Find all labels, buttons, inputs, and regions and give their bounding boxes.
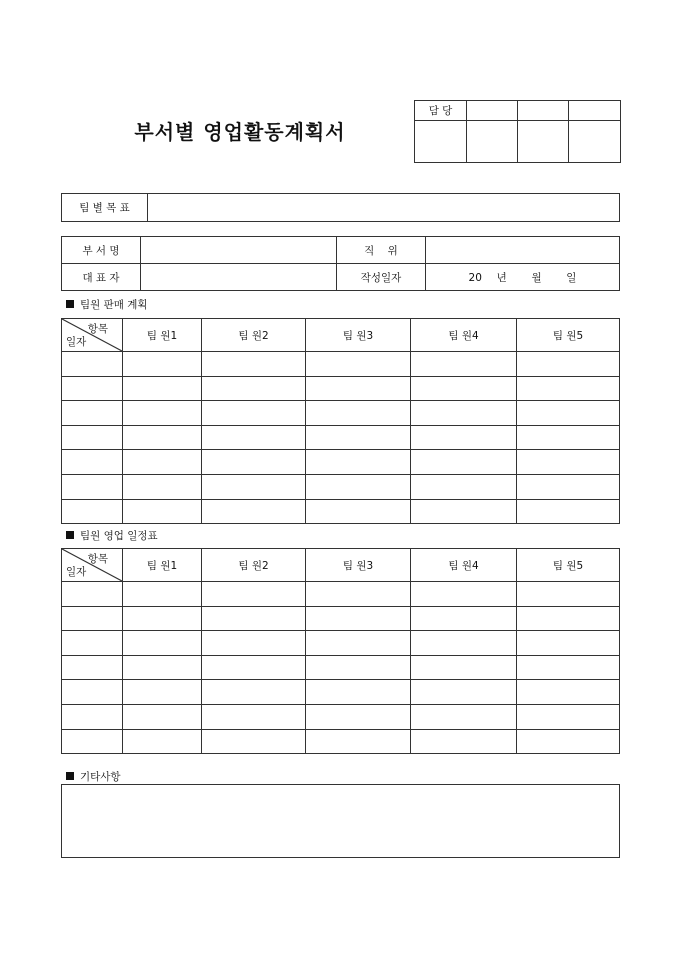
date-cell[interactable] [62,680,123,705]
table-row [62,450,620,475]
member-cell[interactable] [411,425,517,450]
member-cell[interactable] [202,499,306,524]
member-cell[interactable] [202,606,306,631]
date-cell[interactable] [62,499,123,524]
member-cell[interactable] [306,401,411,426]
representative-field[interactable] [141,264,337,291]
remarks-heading-text: 기타사항 [80,771,121,783]
member-cell[interactable] [306,606,411,631]
member-cell[interactable] [517,729,620,754]
member-cell[interactable] [517,655,620,680]
member-cell[interactable] [517,606,620,631]
item-date-header [62,319,123,352]
member-cell[interactable] [411,680,517,705]
member-cell[interactable] [411,474,517,499]
member-cell[interactable] [306,352,411,377]
member-cell[interactable] [411,606,517,631]
remarks-heading [66,769,121,784]
sales-plan-body [62,352,620,524]
member-cell[interactable] [306,376,411,401]
member-cell[interactable] [123,425,202,450]
sales-schedule-heading [66,528,158,543]
member-cell[interactable] [411,352,517,377]
approval-signature-cell[interactable] [569,121,621,163]
member-cell[interactable] [202,401,306,426]
member-cell[interactable] [517,680,620,705]
representative-label: 대 표 자 [62,264,141,291]
member-cell[interactable] [306,450,411,475]
square-bullet-icon [66,531,74,539]
member-cell[interactable] [202,352,306,377]
member-cell[interactable] [123,631,202,656]
member-cell[interactable] [202,425,306,450]
page-title: 부서별 영업활동계획서 [134,120,346,144]
member-cell[interactable] [202,376,306,401]
approval-signature-cell[interactable] [467,121,518,163]
member-cell[interactable] [517,704,620,729]
member-cell[interactable] [306,704,411,729]
member-cell[interactable] [517,474,620,499]
member-cell[interactable] [123,401,202,426]
member-cell[interactable] [306,655,411,680]
member-cell[interactable] [123,450,202,475]
table-row [62,680,620,705]
member-cell[interactable] [123,704,202,729]
table-row [62,655,620,680]
sales-plan-heading-text: 팀원 판매 계획 [80,299,148,311]
table-row [62,499,620,524]
member-cell[interactable] [517,376,620,401]
team-goal-field[interactable] [148,194,620,222]
approval-header-cell [467,101,518,121]
member-cell[interactable] [123,606,202,631]
item-header-label: 항목 [87,553,108,565]
member-header: 팀 원4 [411,549,517,582]
member-cell[interactable] [123,474,202,499]
department-field[interactable] [141,237,337,264]
date-cell[interactable] [62,729,123,754]
member-cell[interactable] [411,450,517,475]
member-cell[interactable] [123,352,202,377]
date-cell[interactable] [62,352,123,377]
member-cell[interactable] [411,582,517,607]
member-cell[interactable] [411,655,517,680]
table-row [62,631,620,656]
date-cell[interactable] [62,376,123,401]
member-cell[interactable] [411,401,517,426]
table-row [62,606,620,631]
table-row [62,376,620,401]
date-year: 20 [468,271,482,284]
date-cell[interactable] [62,401,123,426]
date-cell[interactable] [62,655,123,680]
date-label: 작성일자 [337,264,426,291]
member-cell[interactable] [202,655,306,680]
date-header-label: 일자 [66,566,87,578]
date-cell[interactable] [62,425,123,450]
member-header: 팀 원4 [411,319,517,352]
table-row [62,582,620,607]
member-cell[interactable] [306,729,411,754]
member-cell[interactable] [202,680,306,705]
member-cell[interactable] [306,631,411,656]
date-cell[interactable] [62,631,123,656]
date-cell[interactable] [62,450,123,475]
date-year-unit: 년 [496,271,507,284]
item-header-label: 항목 [87,323,108,335]
sales-schedule-body [62,582,620,754]
member-cell[interactable] [517,352,620,377]
member-header: 팀 원1 [123,549,202,582]
member-header: 팀 원5 [517,549,620,582]
sales-plan-table [61,318,620,524]
table-row [62,729,620,754]
member-cell[interactable] [202,704,306,729]
member-cell[interactable] [411,729,517,754]
member-cell[interactable] [517,499,620,524]
member-header: 팀 원3 [306,549,411,582]
table-row [62,425,620,450]
member-header: 팀 원5 [517,319,620,352]
date-field[interactable] [426,264,620,291]
member-header: 팀 원3 [306,319,411,352]
member-cell[interactable] [306,499,411,524]
position-field[interactable] [426,237,620,264]
member-header: 팀 원2 [202,549,306,582]
remarks-field[interactable] [61,784,620,858]
member-cell[interactable] [517,582,620,607]
date-cell[interactable] [62,704,123,729]
table-row [62,352,620,377]
member-cell[interactable] [411,376,517,401]
date-cell[interactable] [62,474,123,499]
approval-signature-cell[interactable] [518,121,569,163]
sales-schedule-heading-text: 팀원 영업 일정표 [80,530,158,542]
member-cell[interactable] [123,729,202,754]
approval-label: 담 당 [415,101,467,121]
table-row [62,474,620,499]
member-cell[interactable] [123,499,202,524]
member-cell[interactable] [123,655,202,680]
position-label: 직 위 [337,237,426,264]
member-cell[interactable] [411,631,517,656]
approval-header-cell [518,101,569,121]
info-table [61,236,620,291]
member-cell[interactable] [202,729,306,754]
member-cell[interactable] [202,582,306,607]
date-month-unit: 월 [531,271,542,284]
team-goal-table [61,193,620,222]
approval-signature-cell[interactable] [415,121,467,163]
member-cell[interactable] [123,376,202,401]
department-label: 부 서 명 [62,237,141,264]
approval-header-cell [569,101,621,121]
member-cell[interactable] [202,474,306,499]
item-date-header [62,549,123,582]
member-cell[interactable] [517,450,620,475]
sales-plan-heading [66,297,148,312]
member-header: 팀 원1 [123,319,202,352]
member-header: 팀 원2 [202,319,306,352]
date-day-unit: 일 [566,271,577,284]
member-cell[interactable] [517,425,620,450]
date-header-label: 일자 [66,336,87,348]
member-cell[interactable] [202,631,306,656]
square-bullet-icon [66,300,74,308]
square-bullet-icon [66,772,74,780]
table-row [62,704,620,729]
team-goal-label: 팀 별 목 표 [62,194,148,222]
approval-box [414,100,621,163]
member-cell[interactable] [123,680,202,705]
member-cell[interactable] [517,631,620,656]
member-cell[interactable] [517,401,620,426]
member-cell[interactable] [202,450,306,475]
date-cell[interactable] [62,582,123,607]
member-cell[interactable] [306,474,411,499]
member-cell[interactable] [306,582,411,607]
table-row [62,401,620,426]
member-cell[interactable] [411,499,517,524]
member-cell[interactable] [123,582,202,607]
member-cell[interactable] [411,704,517,729]
sales-schedule-table [61,548,620,754]
date-cell[interactable] [62,606,123,631]
member-cell[interactable] [306,680,411,705]
member-cell[interactable] [306,425,411,450]
